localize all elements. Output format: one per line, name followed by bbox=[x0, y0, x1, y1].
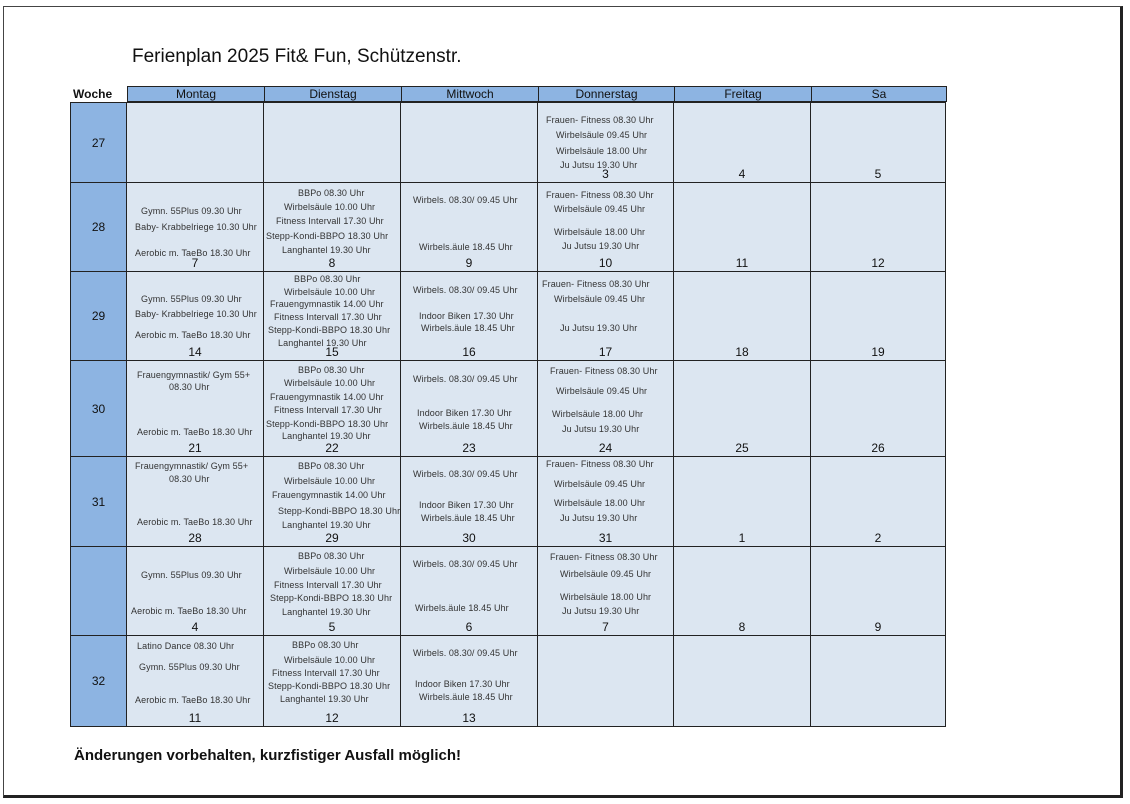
course-entry: Wirbelsäule 09.45 Uhr bbox=[560, 569, 652, 579]
course-entry: Wirbelsäule 10.00 Uhr bbox=[284, 378, 376, 388]
course-entry: Frauen- Fitness 08.30 Uhr bbox=[550, 552, 658, 562]
day-cell bbox=[263, 456, 401, 547]
date-number: 23 bbox=[462, 441, 476, 455]
date-number: 2 bbox=[874, 531, 882, 545]
course-entry: Frauengymnastik 14.00 Uhr bbox=[270, 392, 384, 402]
date-number: 7 bbox=[602, 620, 609, 634]
course-entry: Baby- Krabbelriege 10.30 Uhr bbox=[135, 309, 257, 319]
course-entry: Fitness Intervall 17.30 Uhr bbox=[276, 216, 384, 226]
week-number-cell: 30 bbox=[70, 360, 127, 457]
course-entry: 08.30 Uhr bbox=[169, 382, 210, 392]
course-entry: Indoor Biken 17.30 Uhr bbox=[419, 311, 514, 321]
date-number: 14 bbox=[188, 345, 202, 359]
course-entry: Fitness Intervall 17.30 Uhr bbox=[274, 405, 382, 415]
course-entry: Wirbels. 08.30/ 09.45 Uhr bbox=[413, 469, 518, 479]
date-number: 19 bbox=[871, 345, 885, 359]
day-cell bbox=[126, 271, 264, 361]
course-entry: Wirbelsäule 18.00 Uhr bbox=[552, 409, 644, 419]
day-cell bbox=[810, 635, 946, 727]
course-entry: Ju Jutsu 19.30 Uhr bbox=[560, 513, 638, 523]
course-entry: Wirbels.äule 18.45 Uhr bbox=[419, 692, 513, 702]
course-entry: Langhantel 19.30 Uhr bbox=[282, 520, 371, 530]
day-cell bbox=[263, 546, 401, 636]
date-number: 6 bbox=[465, 620, 473, 634]
course-entry: Gymn. 55Plus 09.30 Uhr bbox=[141, 294, 242, 304]
week-number-cell: 32 bbox=[70, 635, 127, 727]
course-entry: Wirbelsäule 10.00 Uhr bbox=[284, 655, 376, 665]
date-number: 21 bbox=[188, 441, 202, 455]
day-cell bbox=[810, 271, 946, 361]
course-entry: Frauen- Fitness 08.30 Uhr bbox=[546, 459, 654, 469]
course-entry: Frauen- Fitness 08.30 Uhr bbox=[546, 115, 654, 125]
course-entry: Latino Dance 08.30 Uhr bbox=[137, 641, 235, 651]
date-number: 28 bbox=[188, 531, 202, 545]
day-cell bbox=[126, 182, 264, 272]
day-cell bbox=[537, 360, 674, 457]
date-number: 30 bbox=[462, 531, 476, 545]
week-number-cell: 28 bbox=[70, 182, 127, 272]
course-entry: Wirbelsäule 09.45 Uhr bbox=[554, 204, 646, 214]
day-cell bbox=[126, 546, 264, 636]
day-cell bbox=[263, 182, 401, 272]
date-number: 29 bbox=[325, 531, 339, 545]
date-number: 17 bbox=[598, 345, 613, 359]
date-number: 9 bbox=[465, 256, 473, 270]
day-cell bbox=[810, 546, 946, 636]
course-entry: Aerobic m. TaeBo 18.30 Uhr bbox=[135, 695, 251, 705]
date-number: 3 bbox=[602, 167, 609, 181]
course-entry: Langhantel 19.30 Uhr bbox=[282, 607, 371, 617]
day-header-freitag: Freitag bbox=[674, 86, 812, 102]
course-entry: BBPo 08.30 Uhr bbox=[294, 274, 361, 284]
day-cell bbox=[126, 635, 264, 727]
date-number: 26 bbox=[871, 441, 885, 455]
week-row bbox=[70, 182, 947, 272]
course-entry: Wirbelsäule 18.00 Uhr bbox=[554, 227, 646, 237]
date-number: 5 bbox=[874, 167, 882, 181]
day-cell bbox=[263, 360, 401, 457]
course-entry: BBPo 08.30 Uhr bbox=[298, 551, 365, 561]
course-entry: Wirbels. 08.30/ 09.45 Uhr bbox=[413, 374, 518, 384]
course-entry: Stepp-Kondi-BBPO 18.30 Uhr bbox=[270, 593, 393, 603]
date-number: 4 bbox=[738, 167, 746, 181]
course-entry: Aerobic m. TaeBo 18.30 Uhr bbox=[131, 606, 247, 616]
course-entry: Gymn. 55Plus 09.30 Uhr bbox=[139, 662, 240, 672]
course-entry: Indoor Biken 17.30 Uhr bbox=[415, 679, 510, 689]
course-entry: Wirbelsäule 18.00 Uhr bbox=[554, 498, 646, 508]
course-entry: Frauen- Fitness 08.30 Uhr bbox=[546, 190, 654, 200]
day-cell bbox=[263, 635, 401, 727]
date-number: 31 bbox=[598, 531, 613, 545]
course-entry: Langhantel 19.30 Uhr bbox=[282, 431, 371, 441]
course-entry: Langhantel 19.30 Uhr bbox=[280, 694, 369, 704]
course-entry: Aerobic m. TaeBo 18.30 Uhr bbox=[137, 427, 253, 437]
day-cell bbox=[537, 102, 674, 183]
day-cell bbox=[537, 546, 674, 636]
date-number: 12 bbox=[871, 256, 885, 270]
day-cell bbox=[400, 360, 538, 457]
course-entry: BBPo 08.30 Uhr bbox=[292, 640, 359, 650]
date-number: 12 bbox=[325, 711, 339, 725]
course-entry: Ju Jutsu 19.30 Uhr bbox=[560, 323, 638, 333]
week-number-cell: 31 bbox=[70, 456, 127, 547]
day-cell bbox=[810, 102, 946, 183]
course-entry: 08.30 Uhr bbox=[169, 474, 210, 484]
course-entry: Wirbelsäule 18.00 Uhr bbox=[556, 146, 648, 156]
day-cell bbox=[537, 182, 674, 272]
course-entry: Wirbelsäule 09.45 Uhr bbox=[556, 130, 648, 140]
course-entry: BBPo 08.30 Uhr bbox=[298, 188, 365, 198]
date-number: 22 bbox=[325, 441, 339, 455]
date-number: 16 bbox=[462, 345, 476, 359]
course-entry: Ju Jutsu 19.30 Uhr bbox=[560, 160, 638, 170]
course-entry: Wirbels.äule 18.45 Uhr bbox=[415, 603, 509, 613]
course-entry: Fitness Intervall 17.30 Uhr bbox=[274, 312, 382, 322]
day-cell bbox=[673, 271, 811, 361]
course-entry: Stepp-Kondi-BBPO 18.30 Uhr bbox=[268, 325, 391, 335]
date-number: 8 bbox=[738, 620, 746, 634]
course-entry: Wirbelsäule 09.45 Uhr bbox=[554, 479, 646, 489]
course-entry: Wirbels. 08.30/ 09.45 Uhr bbox=[413, 285, 518, 295]
day-cell bbox=[400, 546, 538, 636]
day-cell bbox=[810, 182, 946, 272]
day-cell bbox=[673, 102, 811, 183]
day-cell bbox=[537, 635, 674, 727]
course-entry: Wirbels.äule 18.45 Uhr bbox=[421, 513, 515, 523]
date-number: 1 bbox=[738, 531, 746, 545]
day-cell bbox=[810, 456, 946, 547]
course-entry: Indoor Biken 17.30 Uhr bbox=[419, 500, 514, 510]
date-number: 11 bbox=[735, 256, 749, 270]
course-entry: Wirbelsäule 10.00 Uhr bbox=[284, 566, 376, 576]
day-header-donnerstag: Donnerstag bbox=[538, 86, 675, 102]
course-entry: Frauengymnastik/ Gym 55+ bbox=[135, 461, 249, 471]
week-row bbox=[70, 635, 947, 727]
course-entry: Fitness Intervall 17.30 Uhr bbox=[272, 668, 380, 678]
day-cell bbox=[673, 360, 811, 457]
course-entry: Wirbelsäule 10.00 Uhr bbox=[284, 287, 376, 297]
day-cell bbox=[400, 102, 538, 183]
week-number-cell bbox=[70, 546, 127, 636]
course-entry: Wirbels.äule 18.45 Uhr bbox=[419, 242, 513, 252]
course-entry: Stepp-Kondi-BBPO 18.30 Uhr bbox=[268, 681, 391, 691]
date-number: 18 bbox=[735, 345, 749, 359]
course-entry: Frauen- Fitness 08.30 Uhr bbox=[542, 279, 650, 289]
day-cell bbox=[126, 456, 264, 547]
week-row bbox=[70, 360, 947, 457]
date-number: 24 bbox=[598, 441, 613, 455]
course-entry: Wirbelsäule 10.00 Uhr bbox=[284, 476, 376, 486]
course-entry: Stepp-Kondi-BBPO 18.30 Uhr bbox=[266, 419, 389, 429]
course-entry: Wirbelsäule 18.00 Uhr bbox=[560, 592, 652, 602]
course-entry: Frauengymnastik/ Gym 55+ bbox=[137, 370, 251, 380]
course-entry: Aerobic m. TaeBo 18.30 Uhr bbox=[137, 517, 253, 527]
date-number: 15 bbox=[325, 345, 339, 359]
course-entry: Langhantel 19.30 Uhr bbox=[282, 245, 371, 255]
day-cell bbox=[537, 456, 674, 547]
course-entry: Wirbelsäule 09.45 Uhr bbox=[554, 294, 646, 304]
week-number-cell: 27 bbox=[70, 102, 127, 183]
date-number: 7 bbox=[191, 256, 199, 270]
week-row bbox=[70, 546, 947, 636]
week-row bbox=[70, 271, 947, 361]
course-entry: Aerobic m. TaeBo 18.30 Uhr bbox=[135, 248, 251, 258]
schedule-grid bbox=[70, 102, 947, 727]
course-entry: Aerobic m. TaeBo 18.30 Uhr bbox=[135, 330, 251, 340]
day-cell bbox=[673, 456, 811, 547]
course-entry: Frauen- Fitness 08.30 Uhr bbox=[550, 366, 658, 376]
day-cell bbox=[400, 456, 538, 547]
date-number: 4 bbox=[191, 620, 199, 634]
course-entry: Ju Jutsu 19.30 Uhr bbox=[562, 424, 640, 434]
course-entry: Wirbels. 08.30/ 09.45 Uhr bbox=[413, 559, 518, 569]
day-cell bbox=[673, 635, 811, 727]
course-entry: Gymn. 55Plus 09.30 Uhr bbox=[141, 570, 242, 580]
course-entry: Stepp-Kondi-BBPO 18.30 Uhr bbox=[266, 231, 389, 241]
date-number: 8 bbox=[328, 256, 336, 270]
course-entry: Fitness Intervall 17.30 Uhr bbox=[274, 580, 382, 590]
day-cell bbox=[673, 182, 811, 272]
day-cell bbox=[810, 360, 946, 457]
day-header-dienstag: Dienstag bbox=[264, 86, 402, 102]
week-row bbox=[70, 456, 947, 547]
course-entry: Wirbels. 08.30/ 09.45 Uhr bbox=[413, 195, 518, 205]
week-row bbox=[70, 102, 947, 183]
date-number: 25 bbox=[735, 441, 749, 455]
course-entry: Indoor Biken 17.30 Uhr bbox=[417, 408, 512, 418]
day-header-mittwoch: Mittwoch bbox=[401, 86, 539, 102]
page-title: Ferienplan 2025 Fit& Fun, Schützenstr. bbox=[132, 46, 462, 67]
course-entry: Ju Jutsu 19.30 Uhr bbox=[562, 241, 640, 251]
course-entry: Gymn. 55Plus 09.30 Uhr bbox=[141, 206, 242, 216]
day-cell bbox=[126, 102, 264, 183]
course-entry: Frauengymnastik 14.00 Uhr bbox=[272, 490, 386, 500]
day-cell bbox=[537, 271, 674, 361]
course-entry: BBPo 08.30 Uhr bbox=[298, 365, 365, 375]
week-number-cell: 29 bbox=[70, 271, 127, 361]
date-number: 11 bbox=[188, 711, 202, 725]
date-number: 13 bbox=[462, 711, 476, 725]
date-number: 10 bbox=[598, 256, 613, 270]
day-header-samstag: Sa bbox=[811, 86, 947, 102]
day-cell bbox=[400, 271, 538, 361]
course-entry: Langhantel 19.30 Uhr bbox=[278, 338, 367, 348]
date-number: 5 bbox=[328, 620, 336, 634]
day-header-montag: Montag bbox=[127, 86, 265, 102]
day-cell bbox=[400, 182, 538, 272]
footer-note: Änderungen vorbehalten, kurzfistiger Ausfall möglich! bbox=[74, 747, 461, 764]
day-cell bbox=[126, 360, 264, 457]
course-entry: Wirbelsäule 09.45 Uhr bbox=[556, 386, 648, 396]
course-entry: Baby- Krabbelriege 10.30 Uhr bbox=[135, 222, 257, 232]
day-cell bbox=[400, 635, 538, 727]
course-entry: BBPo 08.30 Uhr bbox=[298, 461, 365, 471]
day-cell bbox=[263, 102, 401, 183]
date-number: 9 bbox=[874, 620, 882, 634]
day-cell bbox=[263, 271, 401, 361]
day-cell bbox=[673, 546, 811, 636]
course-entry: Wirbels. 08.30/ 09.45 Uhr bbox=[413, 648, 518, 658]
course-entry: Frauengymnastik 14.00 Uhr bbox=[270, 299, 384, 309]
course-entry: Wirbelsäule 10.00 Uhr bbox=[284, 202, 376, 212]
course-entry: Wirbels.äule 18.45 Uhr bbox=[421, 323, 515, 333]
course-entry: Stepp-Kondi-BBPO 18.30 Uhr bbox=[278, 506, 401, 516]
week-column-header: Woche bbox=[73, 87, 113, 101]
course-entry: Wirbels.äule 18.45 Uhr bbox=[419, 421, 513, 431]
course-entry: Ju Jutsu 19.30 Uhr bbox=[562, 606, 640, 616]
